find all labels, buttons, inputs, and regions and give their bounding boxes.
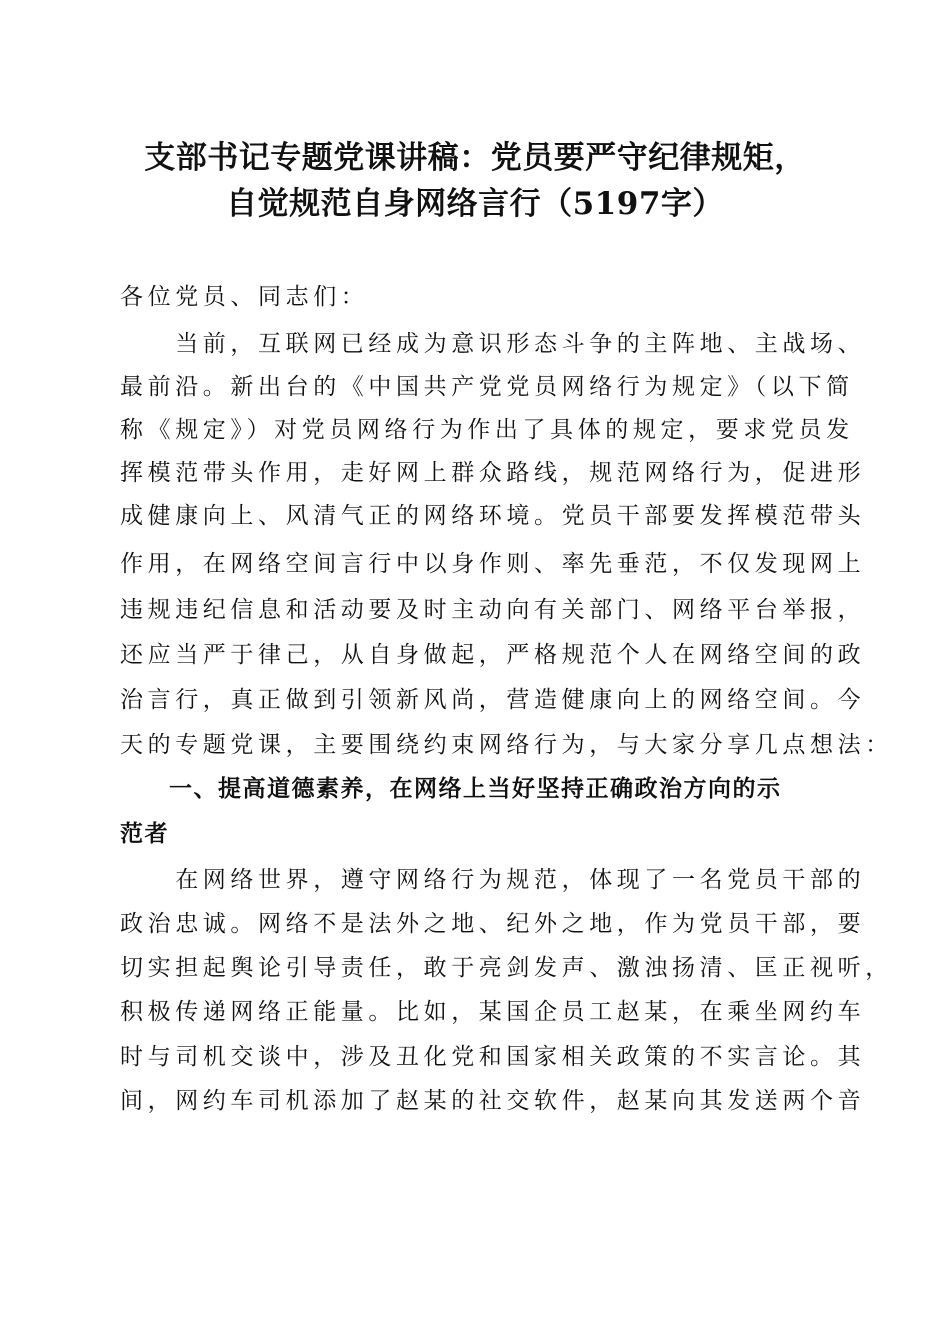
paragraph-1-line: 还应当严于律己，从自身做起，严格规范个人在网络空间的政 <box>120 642 866 668</box>
paragraph-1-line: 成健康向上、风清气正的网络环境。党员干部要发挥模范带头 <box>120 503 866 529</box>
document-title-line-1: 支部书记专题党课讲稿：党员要严守纪律规矩， <box>144 140 806 176</box>
paragraph-1-line: 当前，互联网已经成为意识形态斗争的主阵地、主战场、 <box>120 331 866 357</box>
paragraph-1-line: 挥模范带头作用，走好网上群众路线，规范网络行为，促进形 <box>120 460 866 486</box>
paragraph-2-line: 时与司机交谈中，涉及丑化党和国家相关政策的不实言论。其 <box>120 1044 866 1070</box>
paragraph-2-line: 积极传递网络正能量。比如，某国企员工赵某，在乘坐网约车 <box>120 999 866 1025</box>
document-title-line-2: 自觉规范自身网络言行（5197字） <box>226 186 724 222</box>
paragraph-2-line: 切实担起舆论引导责任，敢于亮剑发声、激浊扬清、匡正视听， <box>120 955 893 981</box>
section-heading-line: 一、提高道德素养，在网络上当好坚持正确政治方向的示 <box>120 776 782 802</box>
paragraph-1-line: 称《规定》）对党员网络行为作出了具体的规定，要求党员发 <box>120 417 854 443</box>
paragraph-1-line: 治言行，真正做到引领新风尚，营造健康向上的网络空间。今 <box>120 687 866 713</box>
paragraph-1-line: 违规违纪信息和活动要及时主动向有关部门、网络平台举报， <box>120 597 866 623</box>
section-heading-line: 范者 <box>120 821 169 847</box>
paragraph-2-line: 在网络世界，遵守网络行为规范，体现了一名党员干部的 <box>120 867 866 893</box>
paragraph-1-line: 天的专题党课，主要围绕约束网络行为，与大家分享几点想法： <box>120 732 893 758</box>
paragraph-2-line: 政治忠诚。网络不是法外之地、纪外之地，作为党员干部，要 <box>120 911 866 937</box>
paragraph-1-line: 作用，在网络空间言行中以身作则、率先垂范，不仅发现网上 <box>120 551 866 577</box>
salutation: 各位党员、同志们： <box>120 284 369 310</box>
paragraph-2-line: 间，网约车司机添加了赵某的社交软件，赵某向其发送两个音 <box>120 1088 866 1114</box>
paragraph-1-line: 最前沿。新出台的《中国共产党党员网络行为规定》（以下简 <box>120 374 854 400</box>
